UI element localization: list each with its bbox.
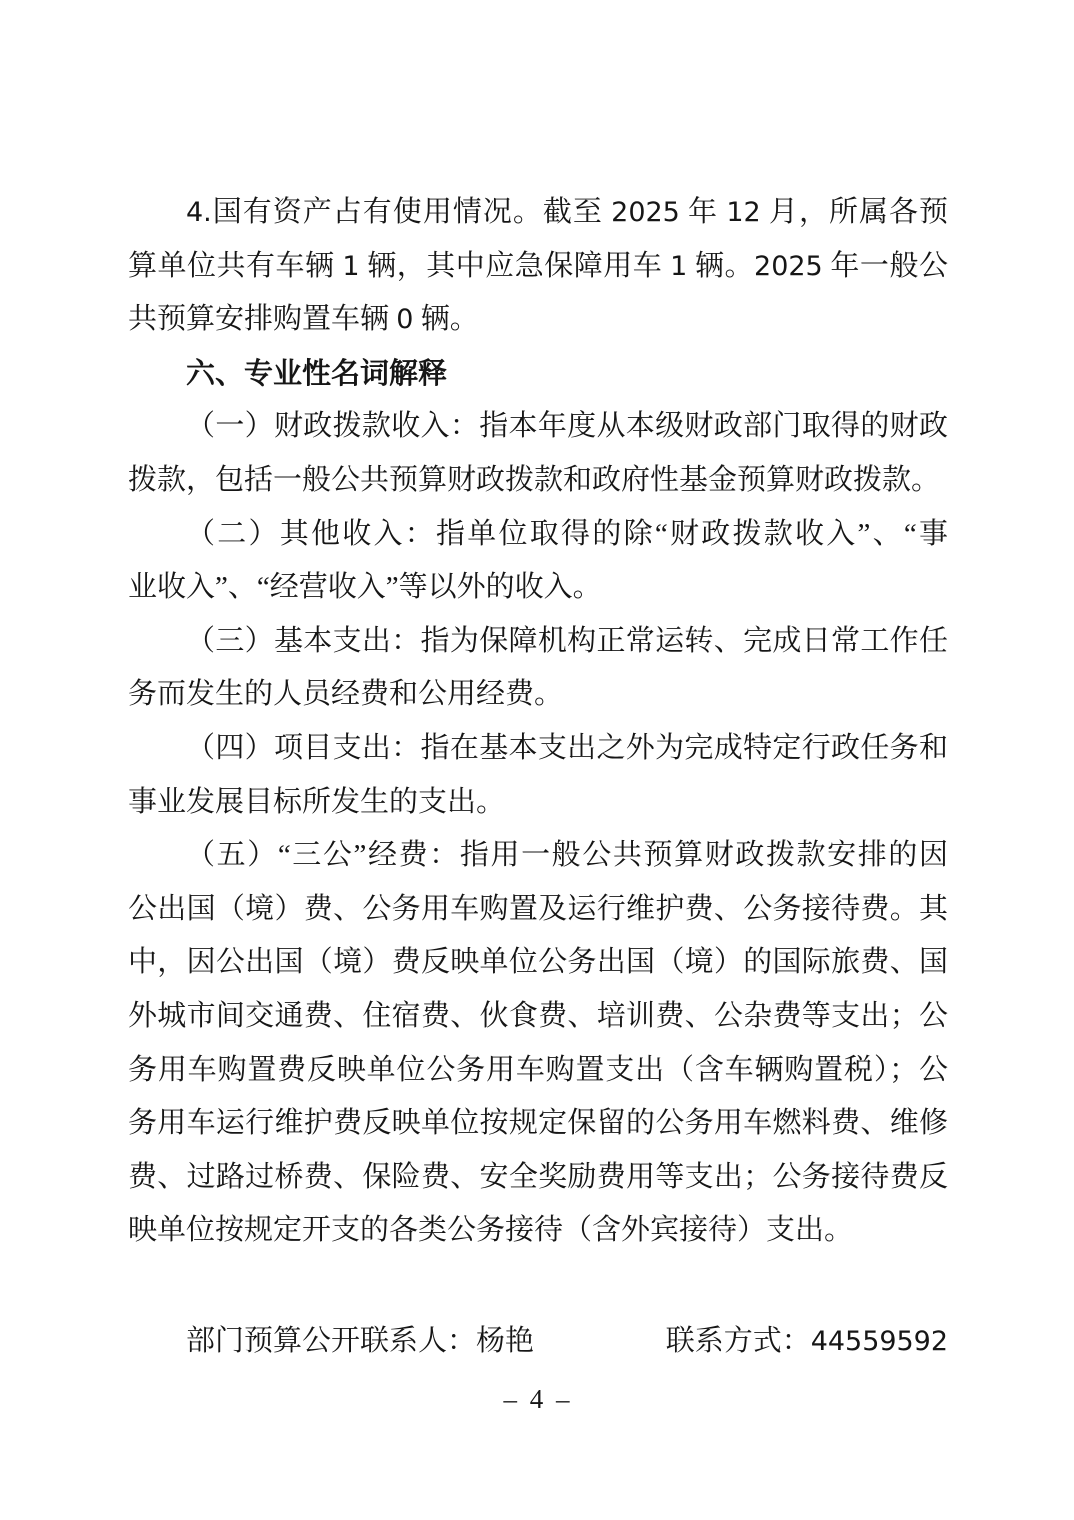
three-public-line-8: 映单位按规定开支的各类公务接待（含外宾接待）支出。 [128, 1214, 854, 1247]
basic-expenditure-line-1: （三）基本支出：指为保障机构正常运转、完成日常工作任 [186, 624, 948, 657]
paragraph-other-income [128, 508, 948, 615]
contact-person-label: 部门预算公开联系人： [186, 1324, 477, 1357]
basic-expenditure-line-2: 务而发生的人员经费和公用经费。 [128, 678, 564, 711]
three-public-line-3: 中，因公出国（境）费反映单位公务出国（境）的国际旅费、国 [128, 946, 948, 979]
paragraph-basic-expenditure [128, 615, 948, 722]
contact-phone [666, 1314, 948, 1368]
three-public-line-6: 务用车运行维护费反映单位按规定保留的公务用车燃料费、维修 [128, 1107, 948, 1140]
contact-person [186, 1314, 534, 1368]
page-number: – 4 – [503, 1383, 573, 1414]
document-content [128, 186, 948, 1415]
other-income-line-2: 业收入”、“经营收入”等以外的收入。 [128, 571, 602, 604]
asset-usage-line-2: 算单位共有车辆 1 辆，其中应急保障用车 1 辆。2025 年一般公 [128, 249, 948, 282]
three-public-line-2: 公出国（境）费、公务用车购置及运行维护费、公务接待费。其 [128, 892, 948, 925]
contact-phone-label: 联系方式： [665, 1324, 811, 1357]
paragraph-three-public-funds [128, 829, 948, 1258]
paragraph-fiscal-appropriation-income [128, 400, 948, 507]
asset-usage-line-1: 4.国有资产占有使用情况。截至 2025 年 12 月，所属各预 [186, 196, 948, 228]
project-expenditure-line-2: 事业发展目标所发生的支出。 [128, 785, 506, 818]
other-income-line-1: （二）其他收入：指单位取得的除“财政拨款收入”、“事 [186, 517, 948, 550]
three-public-line-4: 外城市间交通费、住宿费、伙食费、培训费、公杂费等支出；公 [128, 999, 948, 1032]
three-public-line-5: 务用车购置费反映单位公务用车购置支出（含车辆购置税）；公 [128, 1053, 948, 1086]
asset-usage-line-3: 共预算安排购置车辆 0 辆。 [128, 303, 479, 336]
section-heading-terms: 六、专业性名词解释 [186, 355, 448, 390]
project-expenditure-line-1: （四）项目支出：指在基本支出之外为完成特定行政任务和 [186, 731, 948, 764]
fiscal-income-line-1: （一）财政拨款收入：指本年度从本级财政部门取得的财政 [186, 410, 948, 443]
contact-phone-number: 44559592 [810, 1325, 948, 1357]
contact-row [128, 1314, 948, 1368]
paragraph-project-expenditure [128, 722, 948, 829]
paragraph-asset-usage [128, 186, 948, 347]
fiscal-income-line-2: 拨款，包括一般公共预算财政拨款和政府性基金预算财政拨款。 [128, 463, 941, 496]
three-public-line-1: （五）“三公”经费：指用一般公共预算财政拨款安排的因 [186, 839, 948, 872]
contact-person-name: 杨艳 [476, 1324, 535, 1357]
three-public-line-7: 费、过路过桥费、保险费、安全奖励费用等支出；公务接待费反 [128, 1160, 948, 1193]
